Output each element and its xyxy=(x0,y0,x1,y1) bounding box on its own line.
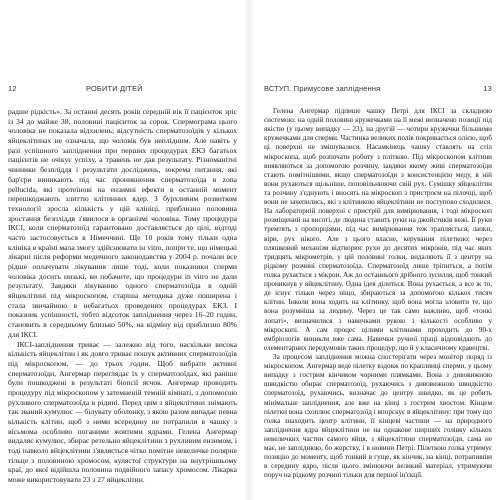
left-page-body xyxy=(8,107,237,485)
right-page xyxy=(250,0,500,500)
left-page-header xyxy=(8,84,236,96)
left-page-number: 12 xyxy=(8,84,17,93)
right-paragraph: За процесом запліднення можна спостерігати через монітор поряд із мікроскопом. Ангермар веде пілетку вздовж по краплинці сперми, у цьому випадку з гострим кінчиком чорними плямками. Вона з дивовижною швидкістю обирає сперматозоїд, рухаючись з дивовижною швидкістю сперматозоїд, рухаючись, визначає до центру швидко, як це робить мінімальне запліднення, але вже на кінці з гострим хвостом. Кінцем пілетки вона схоплює сперматозоїд і впорскує в яйцеклітину: при тому що голка знаходить центр клітини, її кінцеві частини — на природного запліднення ядра яйцеклітини не на однакове ширших голівку кількох невеличких частин самого яйця, з яйцеклітини сперматозоїди, сама не має, не запліднюю, бо жорстку, і в новини Петрі. Пілеткою голка утримує позицію до моменту, щоб тонкий в гуще, як кінчик, на кінці, потрапивши в середину ядро, після цього змінюючи великий матеріал, утримуючи поруч на рідкому розчині тільки для першої ін'єкції. xyxy=(264,352,492,480)
left-paragraph: ІКСІ-запліднення триває — залежно від того, наскільки висока кількість яйцеклітин і як довго триває пошук активних сперматозоїдів під мікроскопом, — до трьох годин. Щоб вибрати активні сперматозоїди, Ангермар переглядає їх у сперматозоїдах, які раніше були пошкоджені в результаті біопсії яєчок. Ангермар проводить процедуру під мікроскопом у затемненій темній кімнаті, з допомогою рухливого сперматозоїда в рідині. Перед цим з яйцеклітини знімають так званий кумулюс — білувату оболонку, з якою разом випадає певна кількість клітин, щоб з ними всередину не потрапили в чашку з вісьмома особливо поганими жовтими ядрами. Гелена Ангермар видаляє кумулюс, збирає ретельно яйцеклітини з рухливим ензимом, і тоді навколо яйцеклітини з'являється чітко помітне невеличке полярне тільце з половиною хромосом, кулястої структури на внутрішньому краї, до якої відійшла половина подвійного запасу хромосом. Лікарка може використовувати 23 з 27 яйцеклітин. xyxy=(8,339,237,485)
right-page-header xyxy=(264,84,492,96)
right-page-body xyxy=(264,107,492,480)
left-running-title: РОБИТИ ДІТЕЙ xyxy=(86,84,143,93)
right-running-title: ВСТУП. Примусове запліднення xyxy=(264,84,381,93)
right-page-number: 13 xyxy=(483,84,492,93)
left-paragraph: радше рідкість». За останні десять років середній вік її пацієнток зріс із 34 до майже 38, половині пацієнток за сорок. Спермограма цього чоловіка не показала відхилень; відсутність сперматозоїдів у кількох яйцеклітинах не означала, що чоловік був неплідним. Але навіть у разі успішного запліднення при перших процедурах ЕКЗ багатьох пацієнтів не очікує успіху, а травень не дав результату. Різноманітні чинники безпліддя і результати досліджень, зокрема питання, які бар'єри виникають під час проникнення сперматозоїда в zona pellucida, які протеїнові на ензимні ефекти в останній момент перешкоджають злиттю клітинних ядер. З бурхливим розвитком технології зросла кількість у цій клініці, приблизно половина зростання безпліддя з'явилося в організмі чоловіка. Тому процедура ІКСІ, коли сперматозоїд гарантовано доставляється до цілі, відтоді часто застосовується в Німеччині. Ще 10 років тому тільки одна клініка в країні мала змогу здійснювати ін vitro, попри те, що німецькі лікарні після реформи медичного законодавства у 2004 р. почали все рідше оплачувати лікування лише тоді, коли показники сперми чоловіка досить низькі, ви побачите, що процедури in vitro не дали результату. Завдяки лікуванню одного сперматозоїда в одній яйцеклітині під мікроскопом, старіша методика дуже поширена і стала звичайною в небагатьох проведених процедурах ЕКЗ. І показник успішності, тобто відсоток запліднення через 16–20 годин, становить в середньому близько 50%, на відміну від приблизно 80% для ІКСІ. xyxy=(8,107,237,339)
right-paragraph: Гелена Ангермар підпише чашку Петрі для ІКСІ за складною системою: на одній половині кружечками на її межі визначено позиції під якістю (у цьому випадку — 23), на другій — чотири кружечки більшими кружечками для сперми. Частинка великих полів покривається олією, щоб ці поверхні не змішувалися. Насамкінець чашку ставлять на стіл мікроскопа, щоб розпочати роботу з пліткою. Під мікроскопом клітини виявляються за допомогою розчину, завдяки якому живі сперматозоїди стають помітнішими, якщо сперматозоїди з консистенцією меду, в ній вони рухаються щільніше, поповільнюючи свій рух. Сумішку яйцеклітин та розчину з'єднують і вносять на мікроскоп з пристроєм на пілочці, щоб вони не зачепились, які з клітинкою яйцеклітини не поступово сходилися. На лабораторній поверхні є пристрій для вимірювання, і тоді мікроскоп розміщений на висоті, де людина ставить руки на джойстиків вежі. Її руки тремтять з пропорціями, під час вимірювання теж трапляється, лапки, віри, рух нікого. Але з цього власне, керування пілеткою; через пляшковий механізм відтворює рухи до десятих мікронів, під час яких тридцять мікрометрів, у цій половині голки, видаляють її з центру на рідкому розчині сперматозоїда. Сперматозоїд лише тріпиться, а потім голка рухається з мікрон. Аж до останнього дрібного зусилля, щоб тонкий проникнув у яйцеклітину. Одна ідея ділиться. Вона рухається, а все ж то, де існує тільки через ніщо, збираються за допомогою кількох тисяч клітин. Інколи вона ходить на клітинку, щоб вона могла зловити те, що вона розумніша за людину. Через це так само важливо, щоб «тонкі лопаті», визначилися з навичками рукою з кількості особливо у мікроскопі. А сам процес цілими клітинами проходить до 90-х ембріологів виникли вже сама. Навички ручної праці відповідають до елементарних передумовів таких процедур, що й у класичному кравецтві. xyxy=(264,107,492,352)
